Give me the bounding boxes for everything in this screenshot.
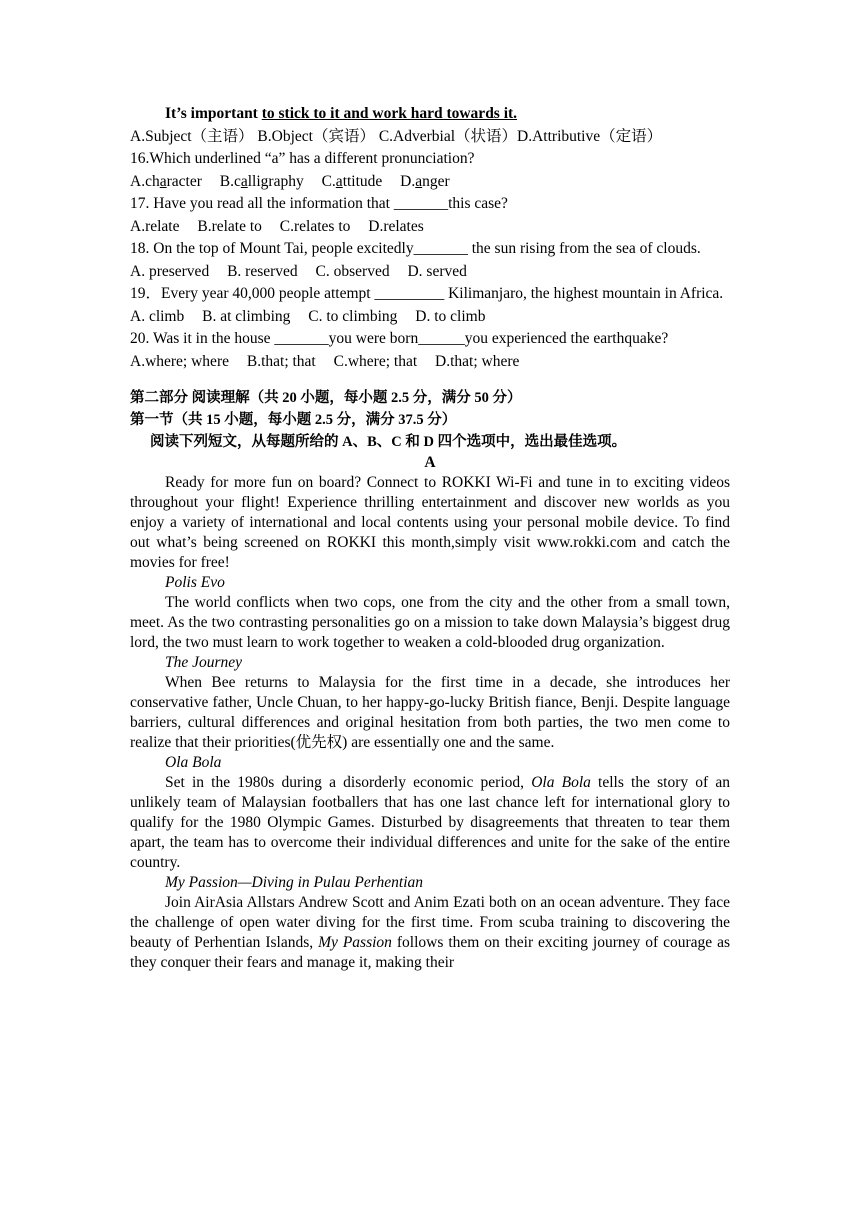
my-passion-text-start: Join AirAsia Allstars Andrew Scott and Anim Ezati both on an ocean adventure. They face the challenge of open water diving for the first time. From scuba training to discovering the beauty of Perhentian Islands,	[130, 894, 730, 951]
q19-option-d: D. to climb	[415, 307, 486, 325]
q18-options	[130, 261, 730, 284]
q16-option-b-pre: B.c	[219, 172, 241, 190]
q16-stem: 16.Which underlined “a” has a different pronunciation?	[130, 150, 475, 167]
q16-option-d-underlined: a	[415, 172, 423, 190]
q20-stem: 20. Was it in the house _______you were born______you experienced the earthquake?	[130, 330, 669, 347]
q17-option-b: B.relate to	[197, 217, 262, 235]
reading-section-header	[130, 387, 730, 453]
ola-bola-text-start: Set in the 1980s during a disorderly economic period,	[165, 774, 532, 791]
subsection-title: 第一节（共 15 小题，每小题 2.5 分，满分 37.5 分）	[130, 412, 457, 428]
q19-option-b: B. at climbing	[202, 307, 291, 325]
movie-text-my-passion	[130, 893, 730, 973]
q18-stem: 18. On the top of Mount Tai, people excitedly_______ the sun rising from the sea of clouds.	[130, 240, 701, 257]
q16-options	[130, 171, 730, 194]
q16-option-c	[322, 173, 383, 190]
my-passion-text-end: follows them on their exciting journey of courage as they conquer their fears and manage it, making their	[130, 934, 730, 971]
q19-option-a: A. climb	[130, 307, 185, 325]
q16-option-a-pre: A.ch	[130, 172, 160, 190]
q19-options	[130, 306, 730, 329]
movie-title-the-journey: The Journey	[165, 654, 243, 671]
q15-sentence-start: It’s important	[165, 105, 262, 122]
my-passion-title-inline: My Passion	[318, 934, 392, 951]
q15-options: A.Subject（主语） B.Object（宾语） C.Adverbial（状语）D.Attributive（定语）	[130, 127, 663, 145]
ola-bola-text-end: tells the story of an unlikely team of Malaysian footballers that has one last chance left for international glory to qualify for the 1980 Olympic Games. Disturbed by disagreements that threaten to tear them apart, the team has to overcome their individual differences and unite for the sake of the entire country.	[130, 774, 730, 871]
q20-option-a: A.where; where	[130, 352, 229, 370]
movie-text-polis-evo: The world conflicts when two cops, one from the city and the other from a small town, meet. As the two contrasting personalities go on a mission to take down Malaysia’s biggest drug lord, the two must learn to work together to weaken a cold-blooded drug organization.	[130, 594, 730, 651]
q16-option-a-post: racter	[166, 172, 202, 190]
q16-option-c-underlined: a	[335, 172, 343, 190]
q20-option-c: C.where; that	[333, 352, 418, 370]
q20-option-d: D.that; where	[435, 352, 520, 370]
q18-option-b: B. reserved	[227, 262, 298, 280]
passage-intro: Ready for more fun on board? Connect to ROKKI Wi-Fi and tune in to exciting videos throughout your flight! Experience thrilling entertainment and discover new worlds as you enjoy a variety of international and local contents using your personal mobile device. To find out what’s being screened on ROKKI this month,simply visit www.rokki.com and catch the movies for free!	[130, 474, 730, 571]
q17-option-a: A.relate	[130, 217, 180, 235]
q18-option-a: A. preserved	[130, 262, 210, 280]
q15-sentence-underlined: to stick to it and work hard towards it.	[261, 105, 518, 122]
q16-option-a	[130, 173, 202, 190]
ola-bola-title-inline: Ola Bola	[531, 774, 591, 791]
q20-options	[130, 351, 730, 374]
q19-stem: 19．Every year 40,000 people attempt _________ Kilimanjaro, the highest mountain in Africa.	[130, 285, 724, 302]
q16-option-c-pre: C.	[321, 172, 336, 190]
page-content	[130, 103, 730, 973]
q20-option-b: B.that; that	[246, 352, 316, 370]
passage-label: A	[424, 454, 436, 471]
movie-text-the-journey: When Bee returns to Malaysia for the first time in a decade, she introduces her conservative father, Uncle Chuan, to her happy-go-lucky British fiance, Benji. Despite language barriers, cultural differences and original hesitation from both parties, the two men come to realize that their priorities(优先权) are essentially one and the same.	[130, 674, 730, 751]
movie-title-my-passion: My Passion—Diving in Pulau Perhentian	[165, 874, 424, 891]
q17-option-c: C.relates to	[279, 217, 351, 235]
q17-options	[130, 216, 730, 239]
q18-option-d: D. served	[407, 262, 467, 280]
q19-option-c: C. to climbing	[308, 307, 398, 325]
q16-option-d-post: nger	[422, 172, 450, 190]
part-title: 第二部分 阅读理解（共 20 小题，每小题 2.5 分，满分 50 分）	[130, 390, 522, 406]
q16-option-b-underlined: a	[240, 172, 248, 190]
q17-option-d: D.relates	[368, 217, 424, 235]
section-instruction: 阅读下列短文，从每题所给的 A、B、C 和 D 四个选项中，选出最佳选项。	[150, 434, 627, 450]
movie-title-ola-bola: Ola Bola	[165, 754, 222, 771]
q16-option-b-post: lligraphy	[247, 172, 304, 190]
q16-option-c-post: ttitude	[342, 172, 383, 190]
q15-sentence	[130, 103, 730, 126]
movie-text-ola-bola	[130, 773, 730, 873]
q16-option-d-pre: D.	[400, 172, 416, 190]
q17-stem: 17. Have you read all the information that _______this case?	[130, 195, 508, 212]
q18-option-c: C. observed	[315, 262, 390, 280]
movie-title-polis-evo: Polis Evo	[165, 574, 225, 591]
q16-option-a-underlined: a	[159, 172, 167, 190]
q16-option-b	[220, 173, 304, 190]
q16-option-d	[400, 173, 450, 190]
